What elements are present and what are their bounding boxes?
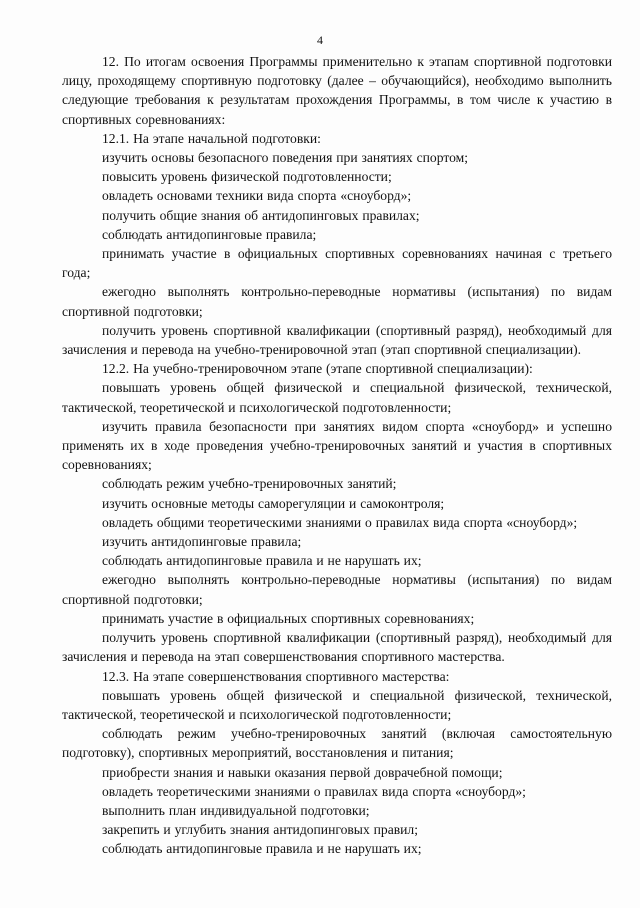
document-body — [62, 52, 612, 859]
list-item: ежегодно выполнять контрольно-переводные нормативы (испытания) по видам спортивной подготовки; — [62, 572, 612, 607]
list-item: повысить уровень физической подготовленности; — [102, 169, 392, 185]
list-item: изучить антидопинговые правила; — [102, 534, 302, 550]
list-item: закрепить и углубить знания антидопинговых правил; — [102, 822, 418, 838]
list-item: приобрести знания и навыки оказания первой доврачебной помощи; — [102, 764, 503, 780]
list-item: выполнить план индивидуальной подготовки; — [102, 802, 370, 818]
section-heading-12-3: 12.3. На этапе совершенствования спортивного мастерства: — [102, 668, 450, 684]
section-heading-12-2: 12.2. На учебно-тренировочном этапе (этапе спортивной специализации): — [102, 361, 533, 377]
list-item: принимать участие в официальных спортивных соревнованиях начиная с третьего года; — [62, 246, 612, 281]
list-item: овладеть теоретическими знаниями о правилах вида спорта «сноуборд»; — [102, 783, 526, 799]
list-item: соблюдать антидопинговые правила; — [102, 226, 317, 242]
list-item: овладеть общими теоретическими знаниями о правилах вида спорта «сноуборд»; — [102, 514, 578, 530]
list-item: повышать уровень общей физической и специальной физической, технической, тактической, теоретической и психологической подготовленности; — [62, 380, 612, 415]
page-number: 4 — [317, 33, 323, 47]
list-item: получить уровень спортивной квалификации (спортивный разряд), необходимый для зачисления и перевода на учебно-тренировочной этап (этап спортивной специализации). — [62, 322, 612, 358]
list-item: принимать участие в официальных спортивных соревнованиях; — [102, 610, 475, 626]
list-item: ежегодно выполнять контрольно-переводные нормативы (испытания) по видам спортивной подготовки; — [62, 284, 612, 319]
list-item: повышать уровень общей физической и специальной физической, технической, тактической, теоретической и психологической подготовленности; — [62, 687, 612, 722]
list-item: получить общие знания об антидопинговых правилах; — [102, 207, 420, 223]
section-heading-12-1: 12.1. На этапе начальной подготовки: — [102, 130, 321, 146]
list-item: соблюдать антидопинговые правила и не нарушать их; — [102, 553, 422, 569]
list-item: изучить основы безопасного поведения при занятиях спортом; — [102, 150, 469, 166]
list-item: соблюдать режим учебно-тренировочных занятий (включая самостоятельную подготовку), спортивных мероприятий, восстановления и питания; — [62, 726, 612, 761]
list-item: овладеть основами техники вида спорта «сноуборд»; — [102, 188, 412, 204]
list-item: получить уровень спортивной квалификации (спортивный разряд), необходимый для зачисления и перевода на этап совершенствования спортивного мастерства. — [62, 630, 612, 665]
list-item: изучить основные методы саморегуляции и самоконтроля; — [102, 495, 445, 511]
list-item: соблюдать антидопинговые правила и не нарушать их; — [102, 841, 422, 857]
list-item: соблюдать режим учебно-тренировочных занятий; — [102, 476, 397, 492]
paragraph-12-intro: 12. По итогам освоения Программы применительно к этапам спортивной подготовки лицу, проходящему спортивную подготовку (далее – обучающийся), необходимо выполнить следующие требования к результатам прохождения Программы, в том числе к участию в спортивных соревнованиях: — [62, 54, 612, 127]
list-item: изучить правила безопасности при занятиях видом спорта «сноуборд» и успешно применять их в ходе проведения учебно-тренировочных занятий и участия в спортивных соревнованиях; — [62, 418, 612, 473]
